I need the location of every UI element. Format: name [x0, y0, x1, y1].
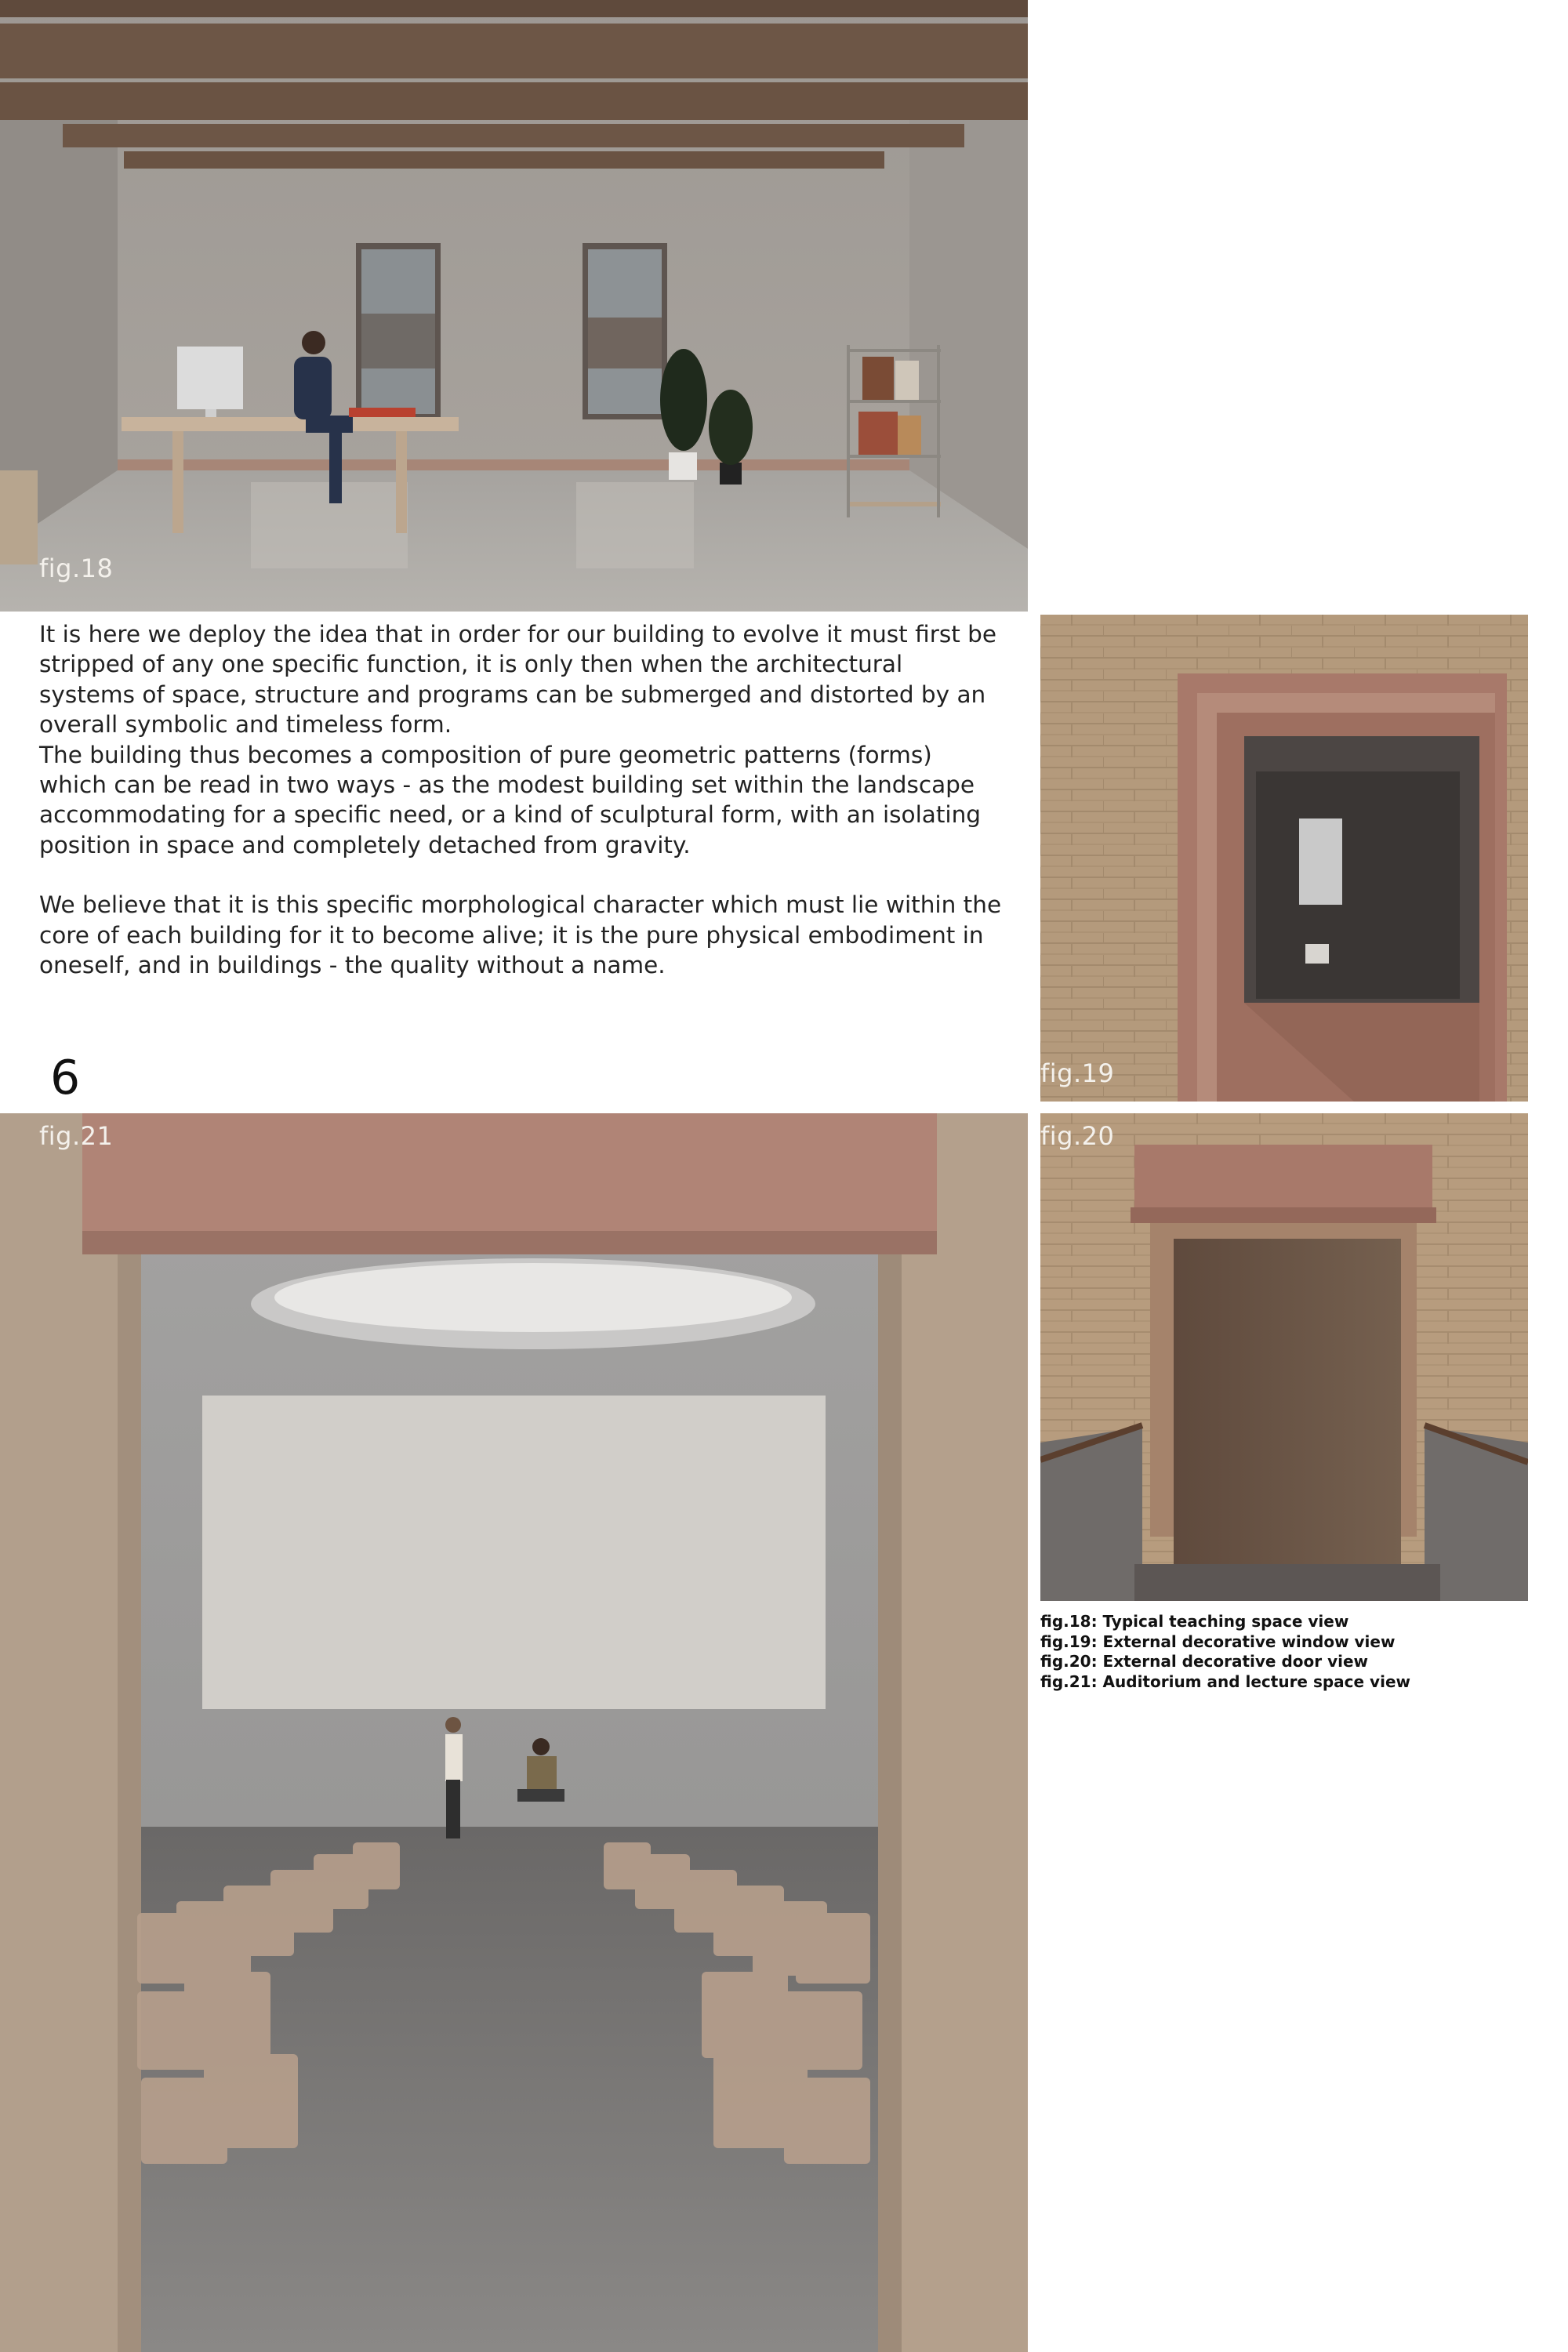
body-paragraph-1a: It is here we deploy the idea that in order for our building to evolve it must first be stripped of any one specific function, it is only then when the architectural systems of space, structure and programs can be submerged and distorted by an overall symbolic and timeless form.: [39, 621, 997, 739]
fig20-door-image: [1040, 1113, 1528, 1601]
window-illustration: [1040, 615, 1528, 1102]
fig21-label: fig.21: [39, 1121, 114, 1151]
auditorium-illustration: [0, 1113, 1028, 2352]
fig19-window-image: [1040, 615, 1528, 1102]
fig18-teaching-space-image: [0, 0, 1028, 612]
figure-captions: [1040, 1612, 1542, 1692]
body-text: [39, 619, 1004, 980]
teaching-space-illustration: [0, 0, 1028, 612]
caption-fig20: fig.20: External decorative door view: [1040, 1652, 1369, 1671]
door-illustration: [1040, 1113, 1528, 1601]
fig18-label: fig.18: [39, 554, 114, 583]
fig21-auditorium-image: [0, 1113, 1028, 2352]
body-paragraph-1b: The building thus becomes a composition of pure geometric patterns (forms) which can be read in two ways - as the modest building set within the landscape accommodating for a specific need, or a kind of sculptural form, with an isolating position in space and completely detached from gravity.: [39, 741, 982, 858]
caption-fig21: fig.21: Auditorium and lecture space view: [1040, 1671, 1410, 1691]
body-paragraph-2: We believe that it is this specific morphological character which must lie within the core of each building for it to become alive; it is the pure physical embodiment in oneself, and in buildings - the quality without a name.: [39, 891, 1002, 979]
page-number: 6: [50, 1051, 81, 1105]
caption-fig18: fig.18: Typical teaching space view: [1040, 1612, 1349, 1631]
fig20-label: fig.20: [1040, 1121, 1115, 1151]
caption-fig19: fig.19: External decorative window view: [1040, 1632, 1396, 1651]
fig19-label: fig.19: [1040, 1058, 1115, 1088]
